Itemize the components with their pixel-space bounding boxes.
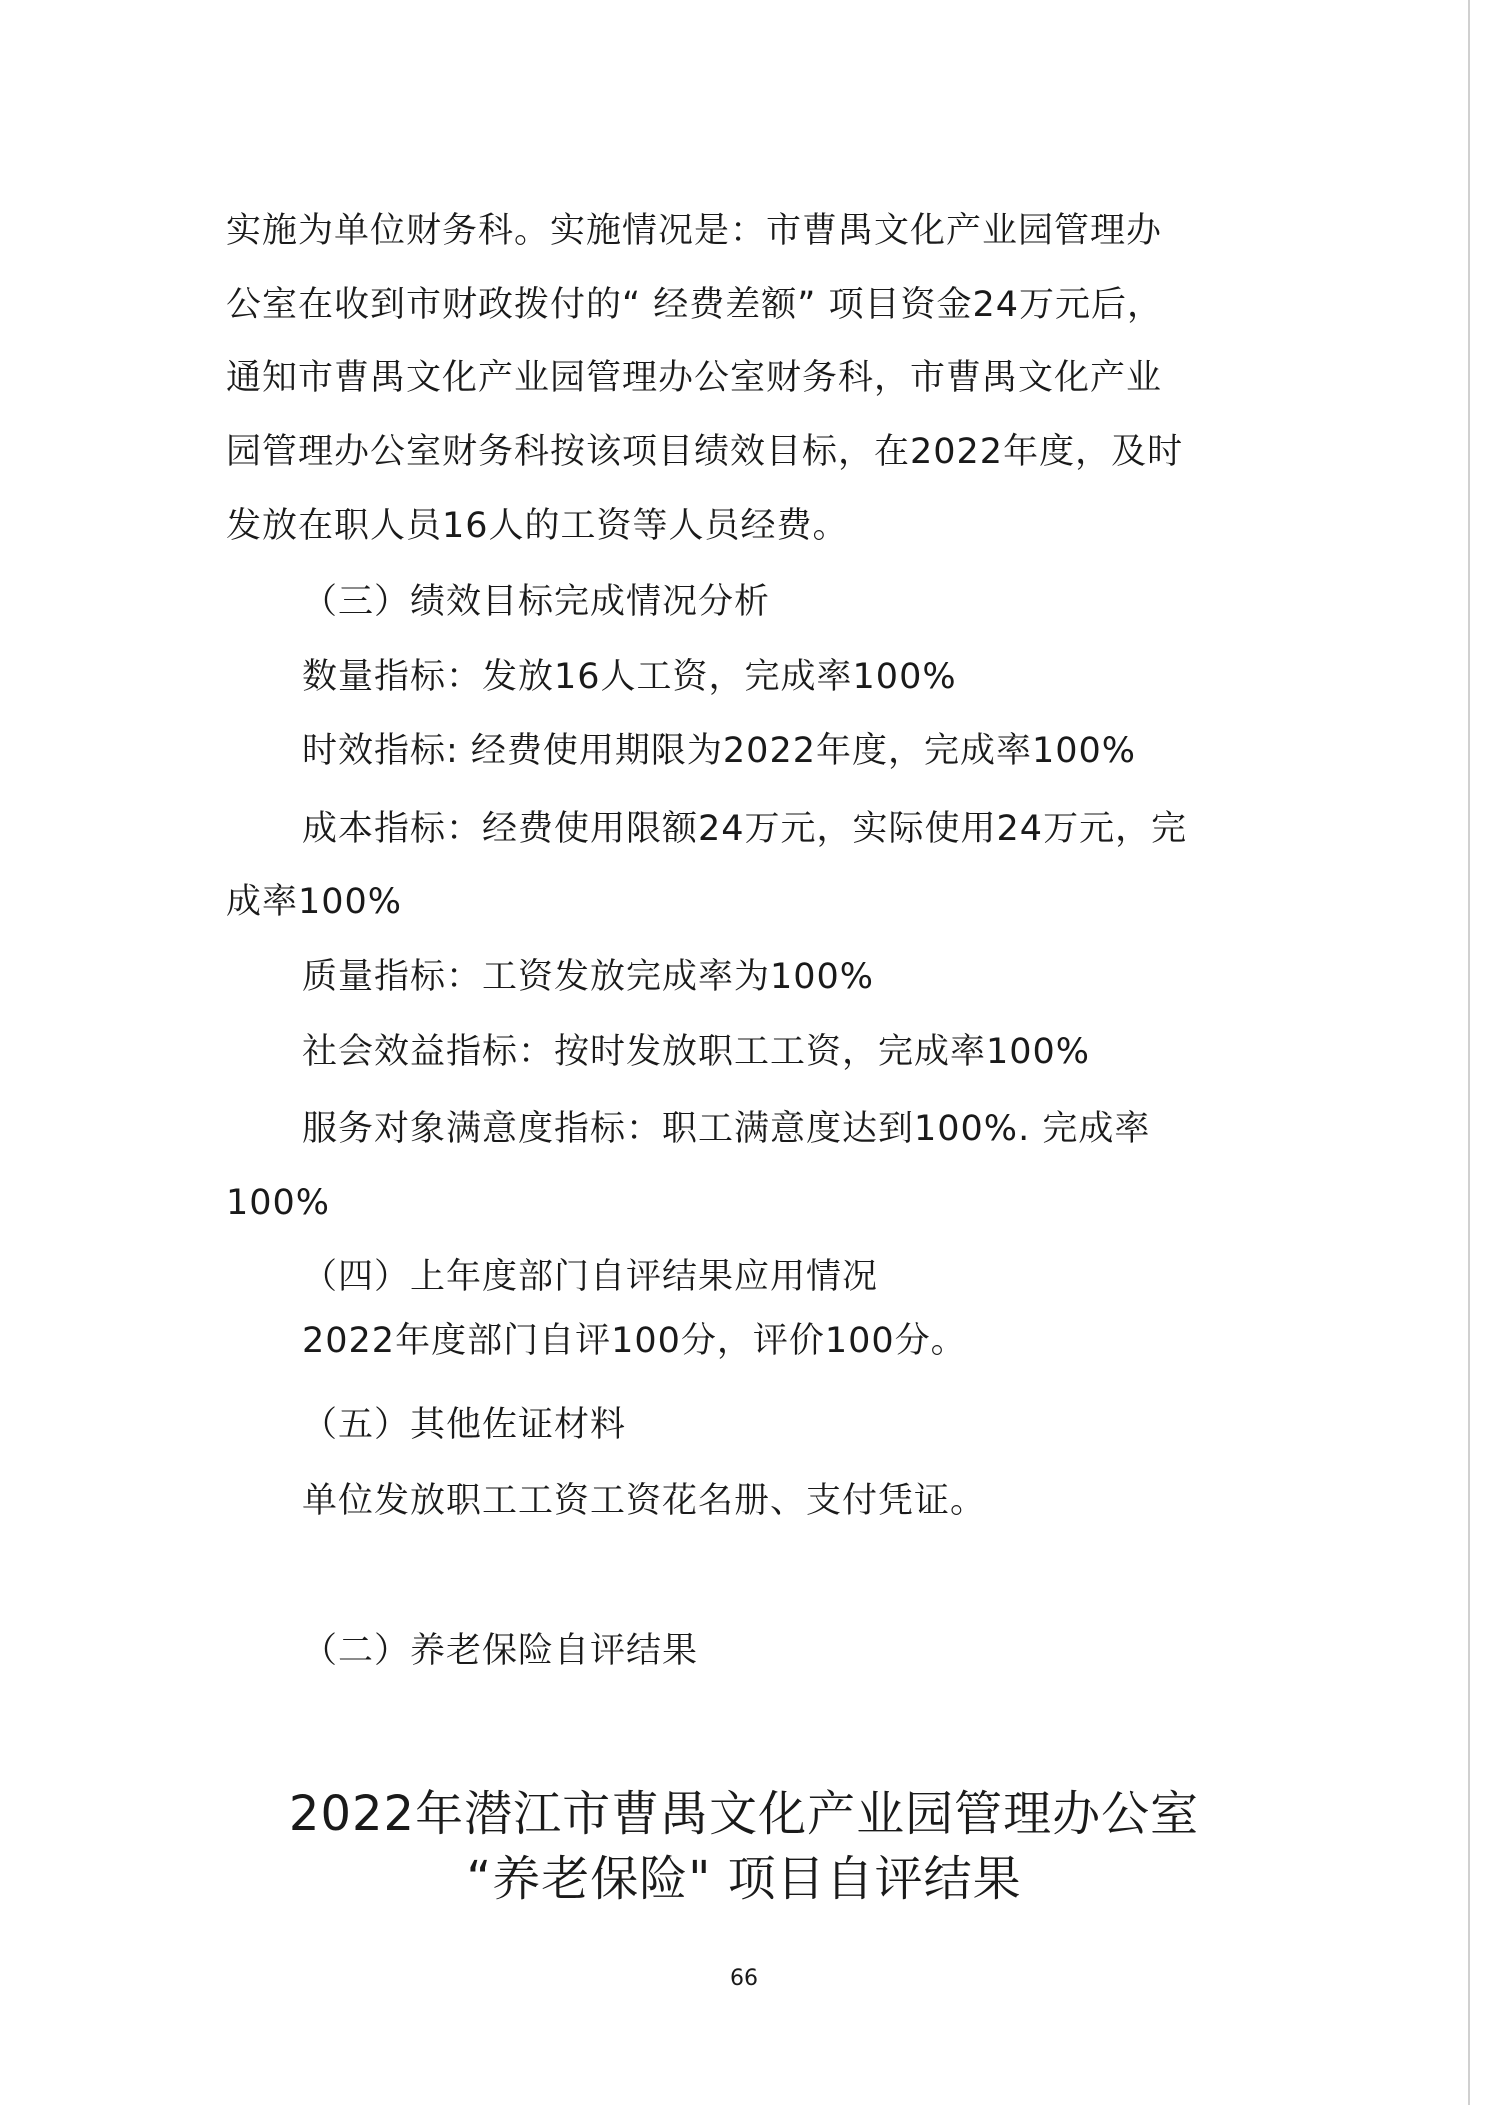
- satisfaction-indicator-line2: 100%: [226, 1183, 331, 1223]
- satisfaction-indicator-line1: 服务对象满意度指标：职工满意度达到100%. 完成率: [302, 1109, 1151, 1149]
- quantity-indicator: 数量指标：发放16人工资，完成率100%: [302, 657, 957, 697]
- quality-indicator: 质量指标：工资发放完成率为100%: [302, 957, 875, 997]
- previous-results-text: 2022年度部门自评100分，评价100分。: [302, 1321, 967, 1361]
- cost-indicator-line1: 成本指标：经费使用限额24万元，实际使用24万元，完: [302, 809, 1188, 849]
- page-number: 66: [730, 1966, 758, 1991]
- paragraph-line: 通知市曹禺文化产业园管理办公室财务科，市曹禺文化产业: [226, 358, 1163, 398]
- section-heading-performance: （三）绩效目标完成情况分析: [302, 582, 771, 622]
- report-title-line1: 2022年潜江市曹禺文化产业园管理办公室: [288, 1786, 1200, 1842]
- paragraph-line: 公室在收到市财政拨付的“ 经费差额” 项目资金24万元后，: [226, 285, 1164, 325]
- evidence-text: 单位发放职工工资工资花名册、支付凭证。: [302, 1481, 987, 1521]
- social-benefit-indicator: 社会效益指标：按时发放职工工资，完成率100%: [302, 1032, 1091, 1072]
- section-heading-evidence: （五）其他佐证材料: [302, 1405, 627, 1445]
- timeliness-indicator: 时效指标: 经费使用期限为2022年度，完成率100%: [302, 731, 1137, 771]
- section-heading-previous-results: （四）上年度部门自评结果应用情况: [302, 1257, 879, 1297]
- subsection-heading-pension: （二）养老保险自评结果: [302, 1631, 699, 1671]
- paragraph-line: 实施为单位财务科。实施情况是：市曹禺文化产业园管理办: [226, 211, 1163, 251]
- cost-indicator-line2: 成率100%: [226, 882, 403, 922]
- report-title-line2: “养老保险" 项目自评结果: [466, 1851, 1022, 1907]
- paragraph-line: 发放在职人员16人的工资等人员经费。: [226, 506, 849, 546]
- paragraph-line: 园管理办公室财务科按该项目绩效目标，在2022年度，及时: [226, 432, 1184, 472]
